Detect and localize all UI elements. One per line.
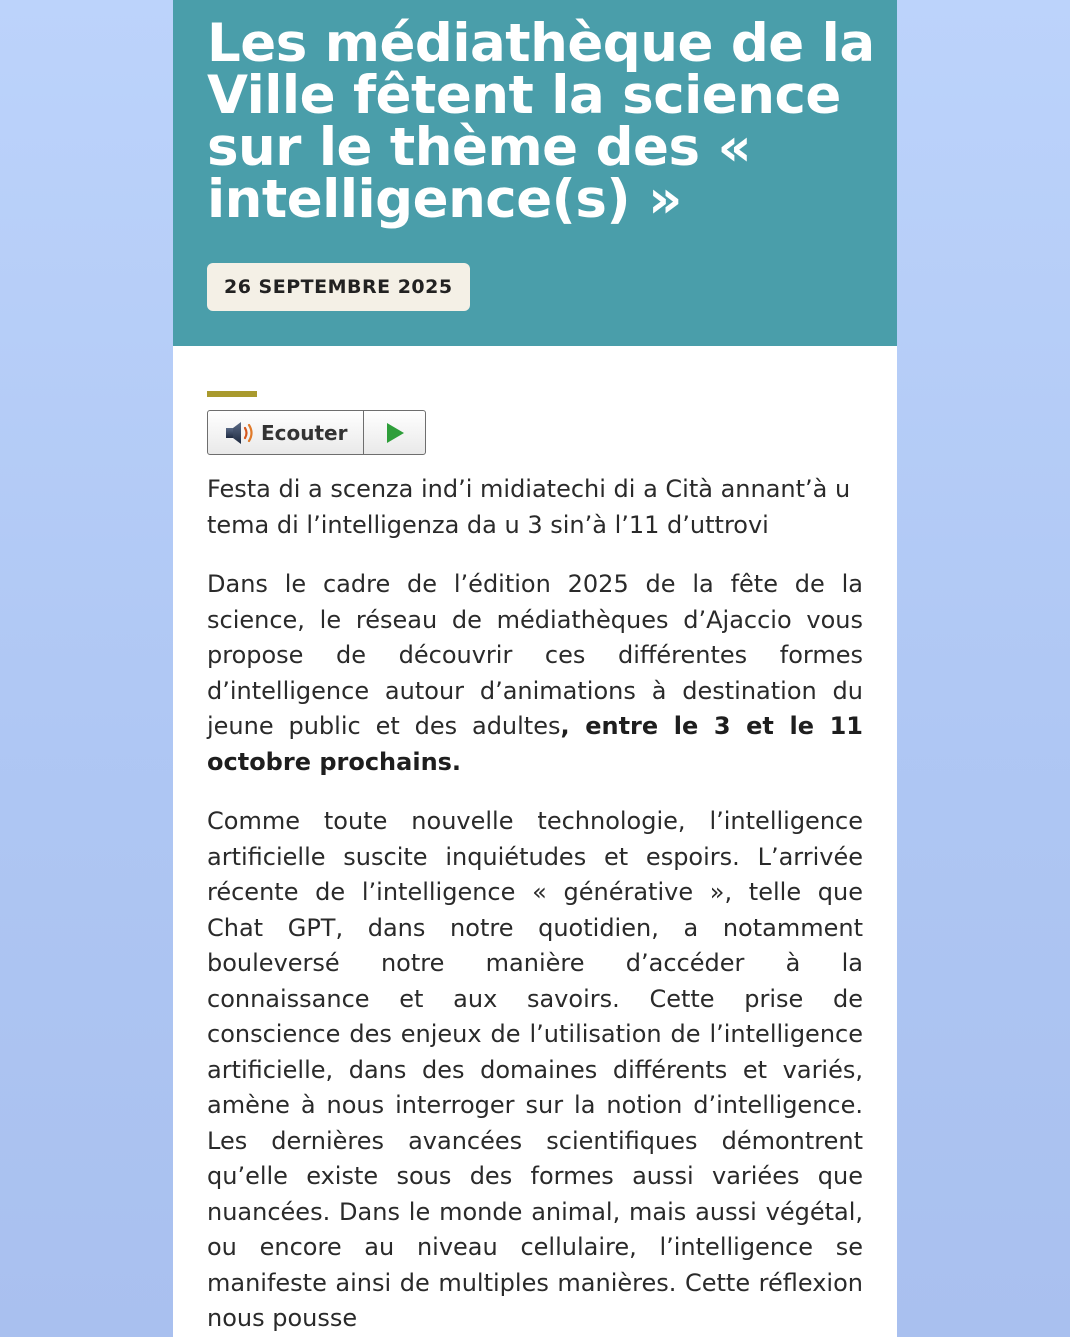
article-body (207, 472, 863, 1337)
listen-player (207, 410, 426, 455)
article-header (173, 0, 897, 346)
play-icon (385, 422, 405, 444)
paragraph-1-text: Dans le cadre de l’édition 2025 de la fête de la science, le réseau de médiathèques d’Ajaccio vous propose de découvrir ces différentes formes d’intelligence autour d’animations à destination du jeune public et des adultes (207, 570, 863, 740)
listen-label: Ecouter (261, 420, 348, 445)
date-badge: 26 SEPTEMBRE 2025 (207, 263, 470, 311)
article-title: Les médiathèque de la Ville fêtent la science sur le thème des « intelligence(s) » (207, 13, 875, 230)
paragraph-1 (207, 567, 863, 780)
paragraph-2: Comme toute nouvelle technologie, l’intelligence artificielle suscite inquiétudes et espoirs. L’arrivée récente de l’intelligence « générative », telle que Chat GPT, dans notre quotidien, a notamment bouleversé notre manière d’accéder à la connaissance et aux savoirs. Cette prise de conscience des enjeux de l’utilisation de l’intelligence artificielle, dans des domaines différents et variés, amène à nous interroger sur la notion d’intelligence. Les dernières avancées scientifiques démontrent qu’elle existe sous des formes aussi variées que nuancées. Dans le monde animal, mais aussi végétal, ou encore au niveau cellulaire, l’intelligence se manifeste ainsi de multiples manières. Cette réflexion nous pousse (207, 807, 863, 1332)
speaker-icon (224, 420, 258, 446)
intro-text: Festa di a scenza ind’i midiatechi di a Cità annant’à u tema di l’intelligenza da u 3 sin’à l’11 d’uttrovi (207, 475, 851, 539)
paragraph-1-emphasis: , entre le 3 et le 11 octobre prochains. (207, 712, 863, 776)
accent-divider (207, 391, 257, 397)
article-card (173, 0, 897, 1337)
play-button[interactable] (364, 411, 425, 454)
listen-button[interactable] (208, 411, 364, 454)
